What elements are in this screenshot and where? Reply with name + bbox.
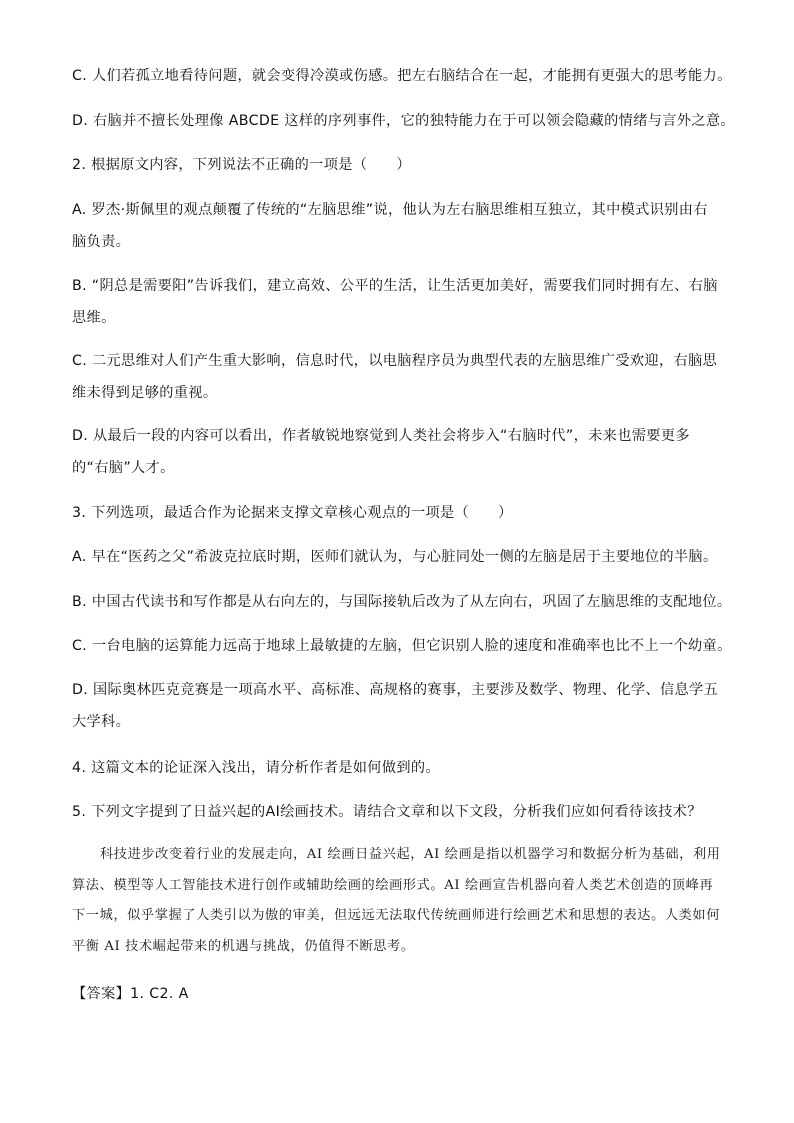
- question-5-stem: 5. 下列文字提到了日益兴起的AI绘画技术。请结合文章和以下文段，分析我们应如何看待该技术？: [72, 804, 702, 820]
- question-3-option-a: A. 早在“医药之父”希波克拉底时期，医师们就认为，与心脏同处一侧的左脑是居于主要地位的半脑。: [72, 549, 718, 565]
- question-4-stem: 4. 这篇文本的论证深入浅出，请分析作者是如何做到的。: [72, 760, 440, 776]
- option-d-prev: D. 右脑并不擅长处理像 ABCDE 这样的序列事件，它的独特能力在于可以领会隐藏的情绪与言外之意。: [72, 113, 735, 129]
- question-5-passage: 科技进步改变着行业的发展走向，AI 绘画日益兴起，AI 绘画是指以机器学习和数据分析为基础，利用算法、模型等人工智能技术进行创作或辅助绘画的绘画形式。AI 绘画宣告机器向着人类艺术创造的顶峰再下一城，似乎掌握了人类引以为傲的审美，但远远无法取代传统画师进行绘画艺术和思想的表达。人类如何平衡 AI 技术崛起带来的机遇与挑战，仍值得不断思考。: [72, 847, 721, 954]
- question-2-stem: 2. 根据原文内容，下列说法不正确的一项是（ ）: [72, 157, 411, 173]
- question-2-option-a: A. 罗杰·斯佩里的观点颠覆了传统的“左脑思维”说，他认为左右脑思维相互独立，其中模式识别由右脑负责。: [72, 202, 708, 250]
- question-3-option-c: C. 一台电脑的运算能力远高于地球上最敏捷的左脑，但它识别人脸的速度和准确率也比不上一个幼童。: [72, 638, 732, 654]
- question-2-option-b: B. “阴总是需要阳”告诉我们，建立高效、公平的生活，让生活更加美好，需要我们同时拥有左、右脑思维。: [72, 278, 718, 326]
- option-c-prev: C. 人们若孤立地看待问题，就会变得冷漠或伤感。把左右脑结合在一起，才能拥有更强大的思考能力。: [72, 68, 732, 84]
- question-3-option-b: B. 中国古代读书和写作都是从右向左的，与国际接轨后改为了从左向右，巩固了左脑思维的支配地位。: [72, 594, 732, 610]
- answer-line: 【答案】1. C2. A: [72, 986, 189, 1002]
- question-2-option-d: D. 从最后一段的内容可以看出，作者敏锐地察觉到人类社会将步入“右脑时代”，未来也需要更多的“右脑”人才。: [72, 428, 690, 476]
- question-3-option-d: D. 国际奥林匹克竞赛是一项高水平、高标准、高规格的赛事，主要涉及数学、物理、化学、信息学五大学科。: [72, 682, 719, 730]
- question-2-option-c: C. 二元思维对人们产生重大影响，信息时代，以电脑程序员为典型代表的左脑思维广受欢迎，右脑思维未得到足够的重视。: [72, 353, 718, 401]
- question-3-stem: 3. 下列选项，最适合作为论据来支撑文章核心观点的一项是（ ）: [72, 505, 513, 521]
